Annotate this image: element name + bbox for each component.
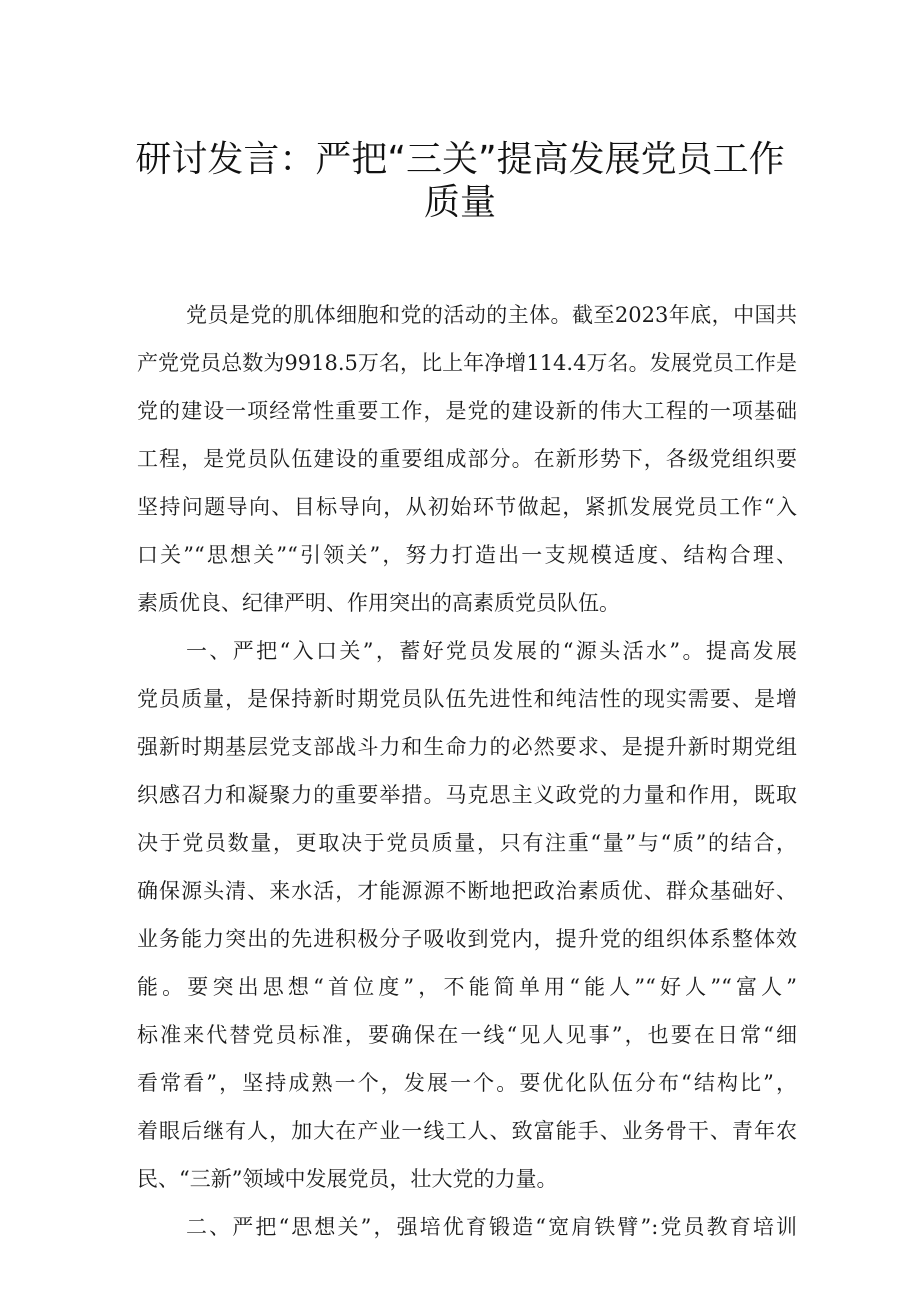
paragraph-2-line: 织感召力和凝聚力的重要举措。马克思主义政党的力量和作用，既取 — [137, 783, 797, 807]
paragraph-2-line: 能。要突出思想“首位度”，不能简单用“能人”“好人”“富人” — [137, 975, 797, 999]
document-title-line-1: 研讨发言：严把“三关”提高发展党员工作 — [135, 139, 785, 180]
paragraph-1-line: 口关”“思想关”“引领关”，努力打造出一支规模适度、结构合理、 — [137, 543, 797, 567]
paragraph-2-line: 业务能力突出的先进积极分子吸收到党内，提升党的组织体系整体效 — [137, 927, 797, 951]
paragraph-1-line: 党员是党的肌体细胞和党的活动的主体。截至2023年底，中国共 — [186, 303, 797, 327]
paragraph-1-line: 党的建设一项经常性重要工作，是党的建设新的伟大工程的一项基础 — [137, 399, 797, 423]
paragraph-2-line: 看常看”，坚持成熟一个，发展一个。要优化队伍分布“结构比”， — [137, 1071, 797, 1095]
paragraph-2-line: 着眼后继有人，加大在产业一线工人、致富能手、业务骨干、青年农 — [137, 1119, 797, 1143]
paragraph-2-line: 标准来代替党员标准，要确保在一线“见人见事”，也要在日常“细 — [137, 1023, 797, 1047]
paragraph-3-line: 二、严把“思想关”，强培优育锻造“宽肩铁臂”:党员教育培训 — [186, 1215, 797, 1239]
paragraph-1-line: 工程，是党员队伍建设的重要组成部分。在新形势下，各级党组织要 — [137, 447, 797, 471]
paragraph-2-line: 一、严把“入口关”，蓄好党员发展的“源头活水”。提高发展 — [186, 639, 797, 663]
paragraph-2-line: 确保源头清、来水活，才能源源不断地把政治素质优、群众基础好、 — [137, 879, 797, 903]
paragraph-2-line: 决于党员数量，更取决于党员质量，只有注重“量”与“质”的结合， — [137, 831, 797, 855]
paragraph-2-line: 民、“三新”领域中发展党员，壮大党的力量。 — [137, 1167, 558, 1191]
paragraph-1-line: 素质优良、纪律严明、作用突出的高素质党员队伍。 — [137, 591, 620, 615]
paragraph-2-line: 强新时期基层党支部战斗力和生命力的必然要求、是提升新时期党组 — [137, 735, 797, 759]
paragraph-2-line: 党员质量，是保持新时期党员队伍先进性和纯洁性的现实需要、是增 — [137, 687, 797, 711]
paragraph-1-line: 产党党员总数为9918.5万名，比上年净增114.4万名。发展党员工作是 — [137, 351, 797, 375]
document-title-line-2: 质量 — [423, 182, 496, 223]
paragraph-1-line: 坚持问题导向、目标导向，从初始环节做起，紧抓发展党员工作“入 — [137, 495, 797, 519]
